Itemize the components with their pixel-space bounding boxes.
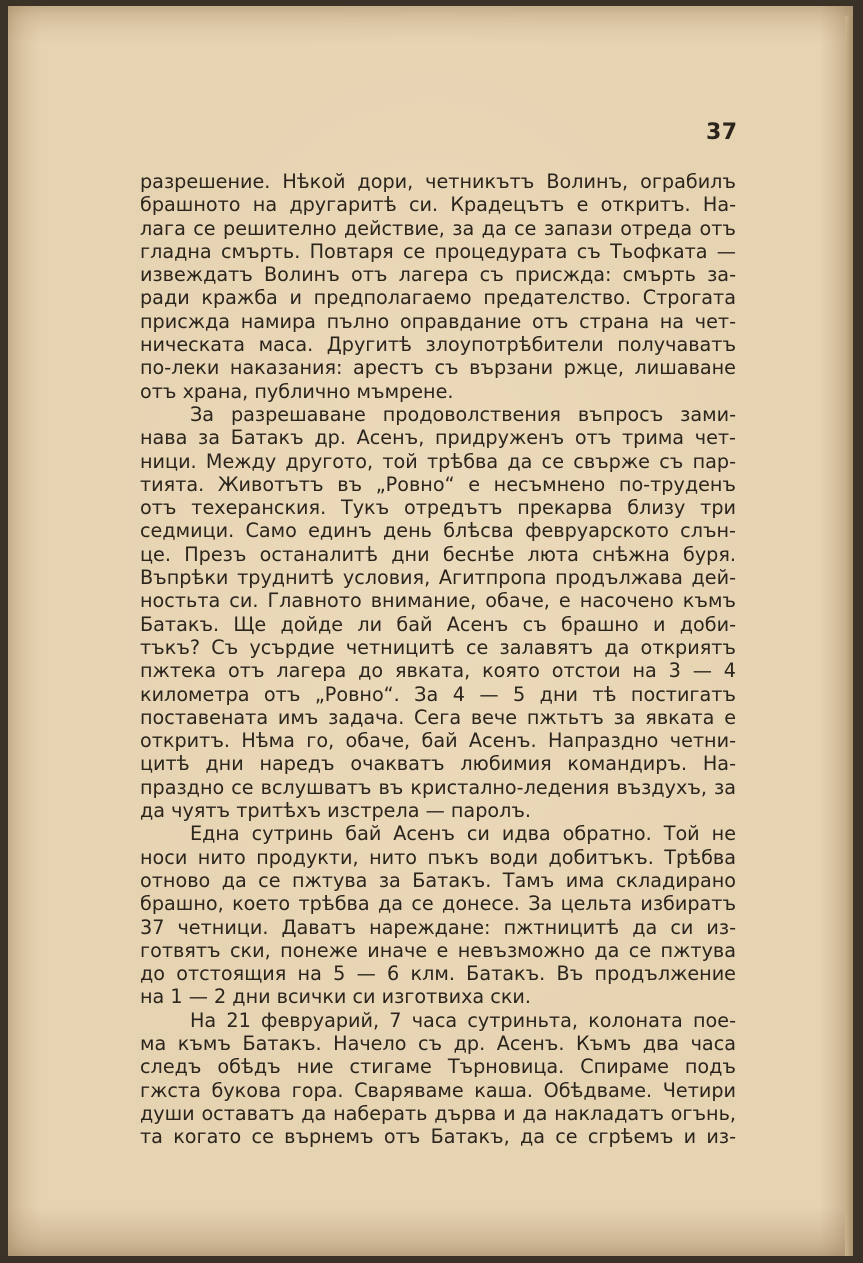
text-line: извеждатъ Волинъ отъ лагера съ присжда: смърть за- bbox=[140, 263, 736, 287]
text-line: та когато се върнемъ отъ Батакъ, да се сгрѣемъ и из- bbox=[140, 1125, 736, 1149]
text-line: да чуятъ тритѣхъ изстрела — паролъ. bbox=[140, 799, 532, 823]
text-line: отъ техеранския. Тукъ отредътъ прекарва близу три bbox=[140, 496, 736, 520]
text-line: гжста букова гора. Сваряваме каша. Обѣдваме. Четири bbox=[140, 1078, 736, 1102]
text-line: следъ обѣдъ ние стигаме Търновица. Спираме подъ bbox=[140, 1055, 736, 1079]
text-line: ническата маса. Другитѣ злоупотрѣбители получаватъ bbox=[140, 333, 736, 357]
text-line: Една сутринь бай Асенъ си идва обратно. Той не bbox=[190, 822, 736, 846]
text-line: гладна смърть. Повтаря се процедурата съ Тьофката — bbox=[140, 239, 736, 263]
text-line: праздно се вслушватъ въ кристално-ледения въздухъ, за bbox=[140, 775, 736, 799]
text-line: тъкъ? Съ усърдие четницитѣ се залавятъ да откриятъ bbox=[140, 635, 736, 659]
text-line: по-леки наказания: арестъ съ вързани ржце, лишаване bbox=[140, 356, 736, 380]
text-line: до отстоящия на 5 — 6 клм. Батакъ. Въ продължение bbox=[140, 962, 736, 986]
text-line: пжтека отъ лагера до явката, която отстои на 3 — 4 bbox=[140, 659, 736, 683]
book-page bbox=[8, 6, 853, 1256]
text-line: поставената имъ задача. Сега вече пжтьтъ за явката е bbox=[140, 705, 736, 729]
text-line: Батакъ. Ще дойде ли бай Асенъ съ брашно и доби- bbox=[140, 612, 736, 636]
text-line: готвятъ ски, понеже иначе е невъзможно да се пжтува bbox=[140, 938, 736, 962]
text-line: откритъ. Нѣма го, обаче, бай Асенъ. Напраздно четни- bbox=[140, 729, 736, 753]
text-line: це. Презъ останалитѣ дни беснѣе люта снѣжна буря. bbox=[140, 542, 736, 566]
text-line: За разрешаване продоволствения въпросъ зами- bbox=[190, 402, 736, 426]
text-line: цитѣ дни наредъ очакватъ любимия командиръ. На- bbox=[140, 752, 736, 776]
text-line: отново да се пжтува за Батакъ. Тамъ има складирано bbox=[140, 868, 736, 892]
body-text bbox=[140, 170, 736, 1148]
page-number: 37 bbox=[706, 120, 738, 145]
text-line: на 1 — 2 дни всички си изготвиха ски. bbox=[140, 985, 531, 1009]
text-line: души оставатъ да наберать дърва и да накладатъ огънь, bbox=[140, 1101, 736, 1125]
text-line: седмици. Само единъ день блѣсва февруарското слън- bbox=[140, 519, 736, 543]
text-line: 37 четници. Даватъ нареждане: пжтницитѣ да си из- bbox=[140, 915, 736, 939]
text-line: Въпрѣки труднитѣ условия, Агитпропа продължава дей- bbox=[140, 566, 736, 590]
text-line: ници. Между другото, той трѣбва да се свърже съ пар- bbox=[140, 449, 736, 473]
text-line: присжда намира пълно оправдание отъ страна на чет- bbox=[140, 309, 736, 333]
text-line: нава за Батакъ др. Асенъ, придруженъ отъ трима чет- bbox=[140, 426, 736, 450]
text-line: лага се решително действие, за да се запази отреда отъ bbox=[140, 216, 736, 240]
text-line: ма къмъ Батакъ. Начело съ др. Асенъ. Къмъ два часа bbox=[140, 1031, 736, 1055]
text-line: отъ храна, публично мъмрене. bbox=[140, 379, 454, 403]
text-line: На 21 февруарий, 7 часа сутриньта, колоната пое- bbox=[190, 1008, 736, 1032]
text-line: брашно, което трѣбва да се донесе. За цельта избиратъ bbox=[140, 892, 736, 916]
text-line: тията. Животътъ въ „Ровно“ е несъмнено по-труденъ bbox=[140, 472, 736, 496]
page-edge bbox=[845, 16, 853, 1256]
text-line: носи нито продукти, нито пъкъ води добитъкъ. Трѣбва bbox=[140, 845, 736, 869]
text-line: ради кражба и предполагаемо предателство. Строгата bbox=[140, 286, 736, 310]
text-line: ностьта си. Главното внимание, обаче, е насочено къмъ bbox=[140, 589, 736, 613]
text-line: разрешение. Нѣкой дори, четникътъ Волинъ, ограбилъ bbox=[140, 170, 736, 193]
text-line: километра отъ „Ровно“. За 4 — 5 дни тѣ постигатъ bbox=[140, 682, 736, 706]
text-line: брашното на другаритѣ си. Крадецътъ е откритъ. На- bbox=[140, 193, 736, 217]
